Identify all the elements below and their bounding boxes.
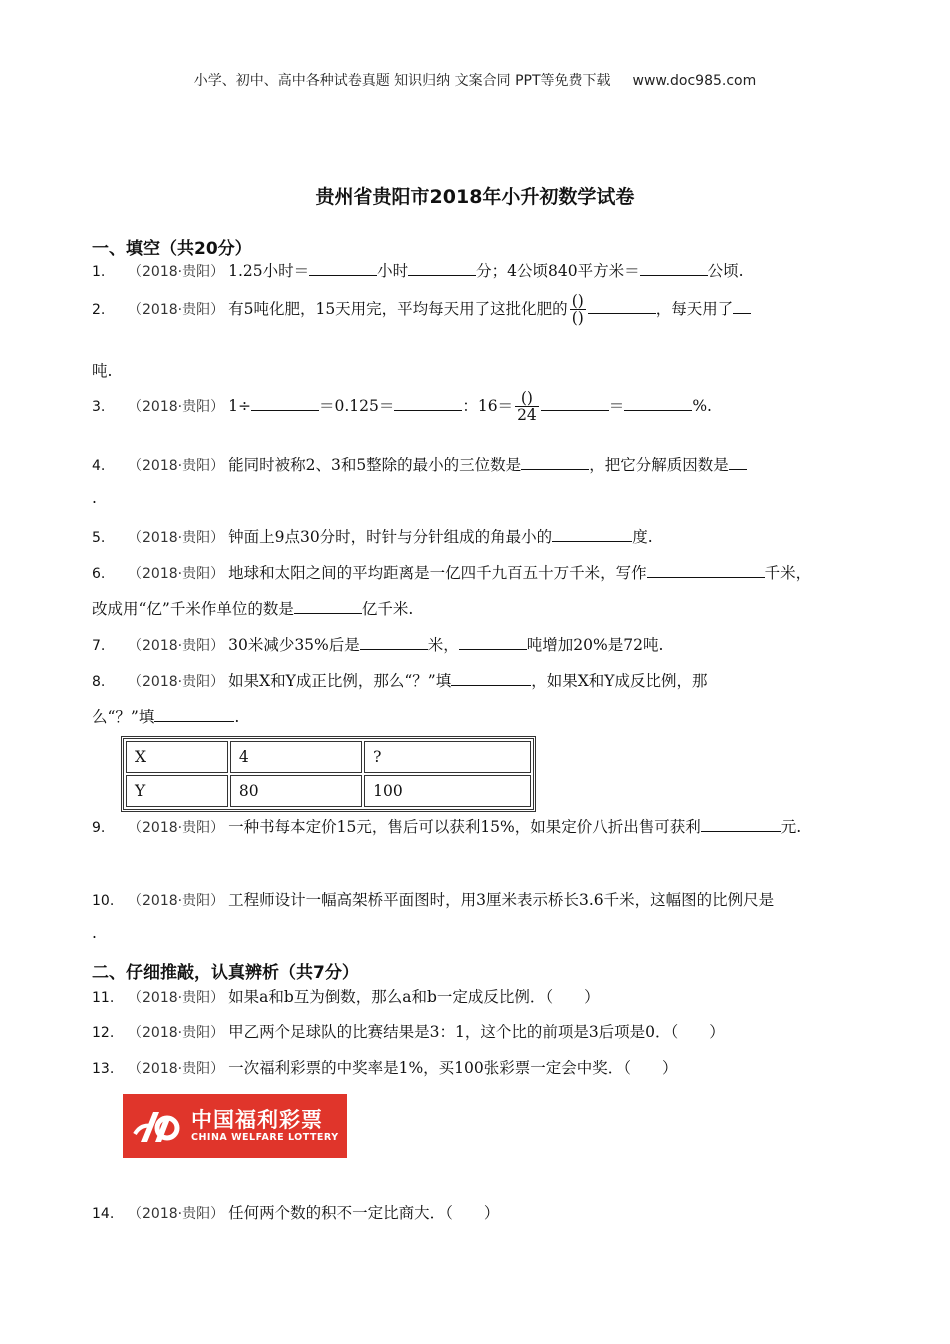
table-cell: 100 xyxy=(364,775,531,807)
question-text: ＝0.125＝ xyxy=(318,396,395,415)
question-source: （2018·贵阳） xyxy=(128,990,225,1006)
question-text: ，每天用了 xyxy=(655,299,734,318)
answer-blank[interactable] xyxy=(154,707,234,722)
question-source: （2018·贵阳） xyxy=(128,458,225,474)
question-5 xyxy=(92,525,653,547)
question-text: ，把它分解质因数是 xyxy=(589,456,729,474)
answer-blank[interactable] xyxy=(294,599,362,614)
question-source: （2018·贵阳） xyxy=(128,264,225,280)
header-text: 小学、初中、高中各种试卷真题 知识归纳 文案合同 PPT等免费下载 xyxy=(193,73,611,89)
question-number: 7. xyxy=(92,638,106,654)
xy-table xyxy=(121,736,536,812)
question-8 xyxy=(92,669,708,691)
question-number: 8. xyxy=(92,674,106,690)
question-number: 13. xyxy=(92,1061,115,1077)
question-text: 亿千米. xyxy=(361,600,414,618)
question-text: 么“？”填 xyxy=(92,708,155,726)
question-source: （2018·贵阳） xyxy=(128,1206,225,1222)
question-number: 11. xyxy=(92,990,115,1006)
question-8-continued xyxy=(92,705,239,727)
question-text: 改成用“亿”千米作单位的数是 xyxy=(92,600,294,618)
question-6 xyxy=(92,561,811,583)
logo-text-cn: 中国福利彩票 xyxy=(191,1108,323,1132)
answer-blank[interactable] xyxy=(624,396,692,411)
answer-blank[interactable] xyxy=(459,635,527,650)
question-source: （2018·贵阳） xyxy=(128,530,225,546)
fraction xyxy=(570,293,586,327)
question-text: . xyxy=(234,708,240,726)
question-9 xyxy=(92,815,801,837)
answer-blank[interactable] xyxy=(729,455,747,470)
question-number: 6. xyxy=(92,566,106,582)
question-text: 地球和太阳之间的平均距离是一亿四千九百五十万千米，写作 xyxy=(228,564,647,582)
question-text: 元. xyxy=(780,818,802,836)
question-number: 12. xyxy=(92,1025,115,1041)
answer-blank[interactable] xyxy=(541,396,609,411)
answer-blank[interactable] xyxy=(640,261,708,276)
question-text: 分；4公顷840平方米＝ xyxy=(476,262,640,280)
question-text: 小时 xyxy=(377,262,409,280)
page-header xyxy=(0,70,950,90)
question-source: （2018·贵阳） xyxy=(128,674,225,690)
answer-blank[interactable] xyxy=(251,396,319,411)
question-10 xyxy=(92,888,774,910)
question-text: 能同时被称2、3和5整除的最小的三位数是 xyxy=(228,456,522,474)
question-number: 9. xyxy=(92,820,106,836)
answer-blank[interactable] xyxy=(451,671,531,686)
question-text: ＝ xyxy=(608,396,625,415)
question-13 xyxy=(92,1056,678,1078)
fraction-numerator: () xyxy=(571,292,584,310)
question-number: 1. xyxy=(92,264,106,280)
section-heading-1: 一、填空（共20分） xyxy=(92,239,252,259)
table-cell: Y xyxy=(126,775,228,807)
table-cell: ? xyxy=(364,741,531,773)
answer-blank[interactable] xyxy=(394,396,462,411)
question-text: 30米减少35%后是 xyxy=(228,636,360,654)
question-text: 1÷ xyxy=(228,396,251,415)
question-number: 2. xyxy=(92,301,106,318)
china-welfare-lottery-logo xyxy=(123,1094,347,1158)
question-text: 如果X和Y成正比例，那么“？”填 xyxy=(228,672,452,690)
question-source: （2018·贵阳） xyxy=(128,566,225,582)
question-2 xyxy=(92,293,751,327)
table-row xyxy=(126,741,531,773)
fraction-denominator: 24 xyxy=(517,406,537,425)
question-text: 一次福利彩票的中奖率是1%，买100张彩票一定会中奖．（ ） xyxy=(228,1059,678,1077)
question-source: （2018·贵阳） xyxy=(128,893,225,909)
question-text: %. xyxy=(692,396,712,415)
question-text: 如果a和b互为倒数，那么a和b一定成反比例．（ ） xyxy=(228,988,600,1006)
question-6-continued xyxy=(92,597,413,619)
answer-blank[interactable] xyxy=(647,563,765,578)
question-11 xyxy=(92,985,600,1007)
question-3 xyxy=(92,390,712,424)
lottery-mark-icon xyxy=(131,1104,181,1148)
fraction-denominator: () xyxy=(571,309,584,328)
answer-blank[interactable] xyxy=(521,455,589,470)
fraction-numerator: () xyxy=(515,390,539,407)
answer-blank[interactable] xyxy=(360,635,428,650)
table-cell: 4 xyxy=(230,741,362,773)
question-text: 工程师设计一幅高架桥平面图时，用3厘米表示桥长3.6千米，这幅图的比例尺是 xyxy=(228,891,775,909)
question-number: 4. xyxy=(92,458,106,474)
question-text: 1.25小时＝ xyxy=(228,262,310,280)
question-source: （2018·贵阳） xyxy=(128,820,225,836)
answer-blank[interactable] xyxy=(309,261,377,276)
table-cell: X xyxy=(126,741,228,773)
question-2-continued: 吨. xyxy=(92,362,113,380)
table-row xyxy=(126,775,531,807)
question-4 xyxy=(92,453,747,475)
question-text: ，如果X和Y成反比例，那 xyxy=(531,672,708,690)
question-source: （2018·贵阳） xyxy=(128,638,225,654)
question-source: （2018·贵阳） xyxy=(128,398,225,415)
question-text: 有5吨化肥，15天用完，平均每天用了这批化肥的 xyxy=(228,299,568,318)
page-title: 贵州省贵阳市2018年小升初数学试卷 xyxy=(315,186,635,208)
logo-text-en: CHINA WELFARE LOTTERY xyxy=(191,1132,339,1143)
question-text: 甲乙两个足球队的比赛结果是3：1，这个比的前项是3后项是0．（ ） xyxy=(228,1023,725,1041)
answer-blank[interactable] xyxy=(552,527,632,542)
answer-blank[interactable] xyxy=(733,299,751,314)
question-source: （2018·贵阳） xyxy=(128,1061,225,1077)
question-text: ：16＝ xyxy=(462,396,514,415)
section-heading-2: 二、仔细推敲，认真辨析（共7分） xyxy=(92,963,359,983)
question-text: 公顷. xyxy=(707,262,744,280)
question-text: 度. xyxy=(632,528,653,546)
question-text: 米， xyxy=(427,636,459,654)
question-10-continued: . xyxy=(92,924,97,942)
question-text: 千米， xyxy=(764,564,812,582)
question-source: （2018·贵阳） xyxy=(128,301,225,318)
question-text: 任何两个数的积不一定比商大．（ ） xyxy=(228,1204,500,1222)
answer-blank[interactable] xyxy=(701,817,781,832)
question-14 xyxy=(92,1201,499,1223)
question-number: 5. xyxy=(92,530,106,546)
question-number: 10. xyxy=(92,893,115,909)
question-1 xyxy=(92,259,744,281)
table-cell: 80 xyxy=(230,775,362,807)
question-text: 一种书每本定价15元，售后可以获利15%，如果定价八折出售可获利 xyxy=(228,818,701,836)
answer-blank[interactable] xyxy=(408,261,476,276)
question-4-continued: . xyxy=(92,489,97,507)
question-source: （2018·贵阳） xyxy=(128,1025,225,1041)
question-number: 14. xyxy=(92,1206,115,1222)
question-12 xyxy=(92,1020,725,1042)
question-text: 钟面上9点30分时，时针与分针组成的角最小的 xyxy=(228,528,553,546)
answer-blank[interactable] xyxy=(588,299,656,314)
question-7 xyxy=(92,633,663,655)
question-number: 3. xyxy=(92,398,106,415)
header-url[interactable]: www.doc985.com xyxy=(632,73,757,89)
fraction xyxy=(515,390,539,424)
question-text: 吨增加20%是72吨. xyxy=(526,636,664,654)
